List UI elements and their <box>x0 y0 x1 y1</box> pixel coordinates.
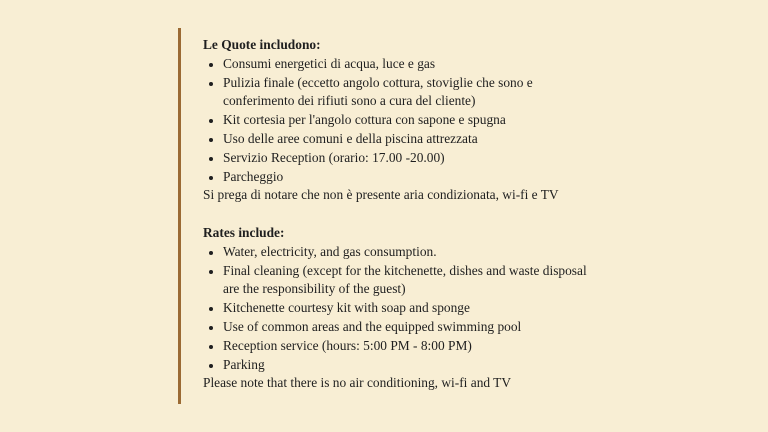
vertical-divider <box>178 28 181 404</box>
italian-item-reception: Servizio Reception (orario: 17.00 -20.00) <box>203 149 743 168</box>
italian-item-common-areas: Uso delle aree comuni e della piscina attrezzata <box>203 130 743 149</box>
english-item-parking: Parking <box>203 356 743 375</box>
italian-note: Si prega di notare che non è presente aria condizionata, wi-fi e TV <box>203 187 559 203</box>
italian-item-cleaning: Pulizia finale (eccetto angolo cottura, stoviglie che sono e conferimento dei rifiuti sono a cura del cliente) <box>203 74 588 112</box>
italian-item-parking: Parcheggio <box>203 168 743 187</box>
english-list <box>203 243 743 375</box>
italian-list <box>203 55 743 187</box>
english-item-reception: Reception service (hours: 5:00 PM - 8:00 PM) <box>203 337 743 356</box>
english-item-cleaning: Final cleaning (except for the kitchenette, dishes and waste disposal are the responsibility of the guest) <box>203 262 588 300</box>
italian-heading: Le Quote includono: <box>203 37 321 52</box>
italian-item-water: Consumi energetici di acqua, luce e gas <box>203 55 743 74</box>
english-note: Please note that there is no air conditioning, wi-fi and TV <box>203 375 512 391</box>
rates-content <box>203 36 743 393</box>
english-heading: Rates include: <box>203 224 285 240</box>
italian-item-kit: Kit cortesia per l'angolo cottura con sapone e spugna <box>203 111 743 130</box>
english-item-kit: Kitchenette courtesy kit with soap and sponge <box>203 299 743 318</box>
english-section <box>203 224 743 393</box>
english-item-water: Water, electricity, and gas consumption. <box>203 243 743 262</box>
english-item-common-areas: Use of common areas and the equipped swimming pool <box>203 318 743 337</box>
section-spacer <box>203 205 743 224</box>
italian-section <box>203 36 743 205</box>
